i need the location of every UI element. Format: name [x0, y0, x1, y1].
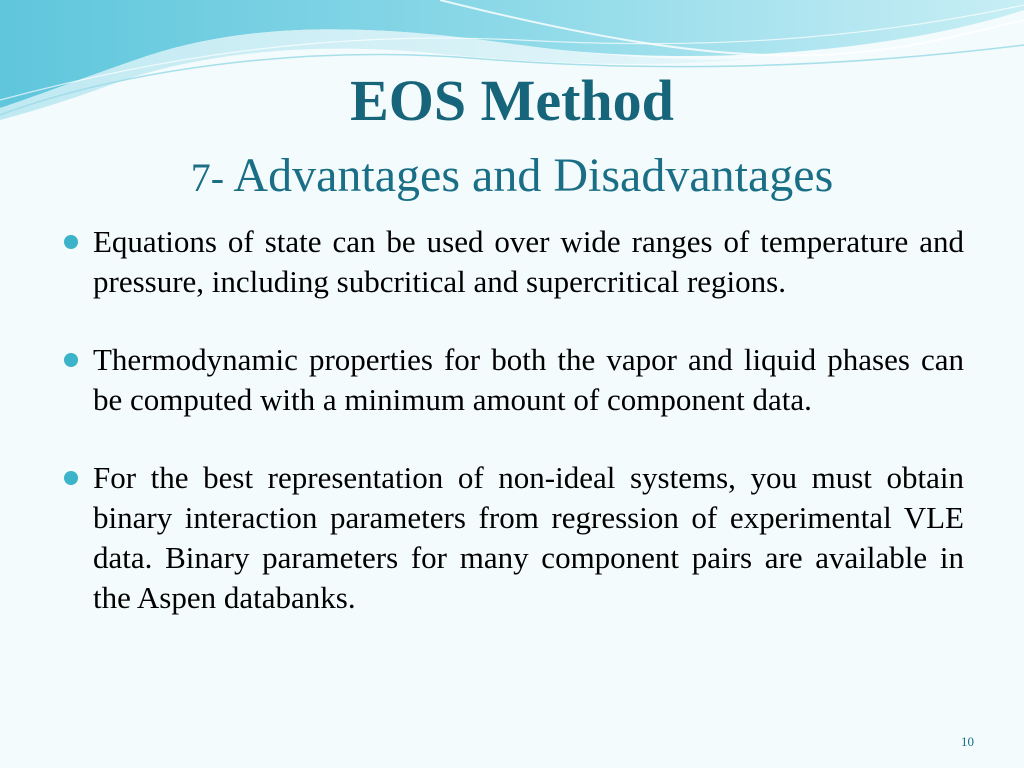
bullet-dot-icon: [64, 235, 78, 249]
subtitle-number: 7-: [190, 155, 225, 200]
bullet-list: [62, 222, 964, 656]
subtitle-text: Advantages and Disadvantages: [224, 149, 834, 202]
bullet-text: Equations of state can be used over wide ranges of temperature and pressure, including subcritical and supercritical regions.: [93, 224, 964, 299]
bullet-dot-icon: [64, 471, 78, 485]
bullet-text: Thermodynamic properties for both the vapor and liquid phases can be computed with a minimum amount of component data.: [93, 342, 964, 417]
page-number: 10: [961, 734, 974, 749]
bullet-dot-icon: [64, 353, 78, 367]
slide-subtitle: [0, 148, 1024, 206]
bullet-item: [62, 458, 964, 618]
bullet-item: [62, 340, 964, 420]
bullet-item: [62, 222, 964, 302]
bullet-text: For the best representation of non-ideal systems, you must obtain binary interaction parameters from regression of experimental VLE data. Binary parameters for many component pairs are available in the Aspen databanks.: [93, 460, 964, 615]
slide-title: EOS Method: [350, 68, 674, 133]
